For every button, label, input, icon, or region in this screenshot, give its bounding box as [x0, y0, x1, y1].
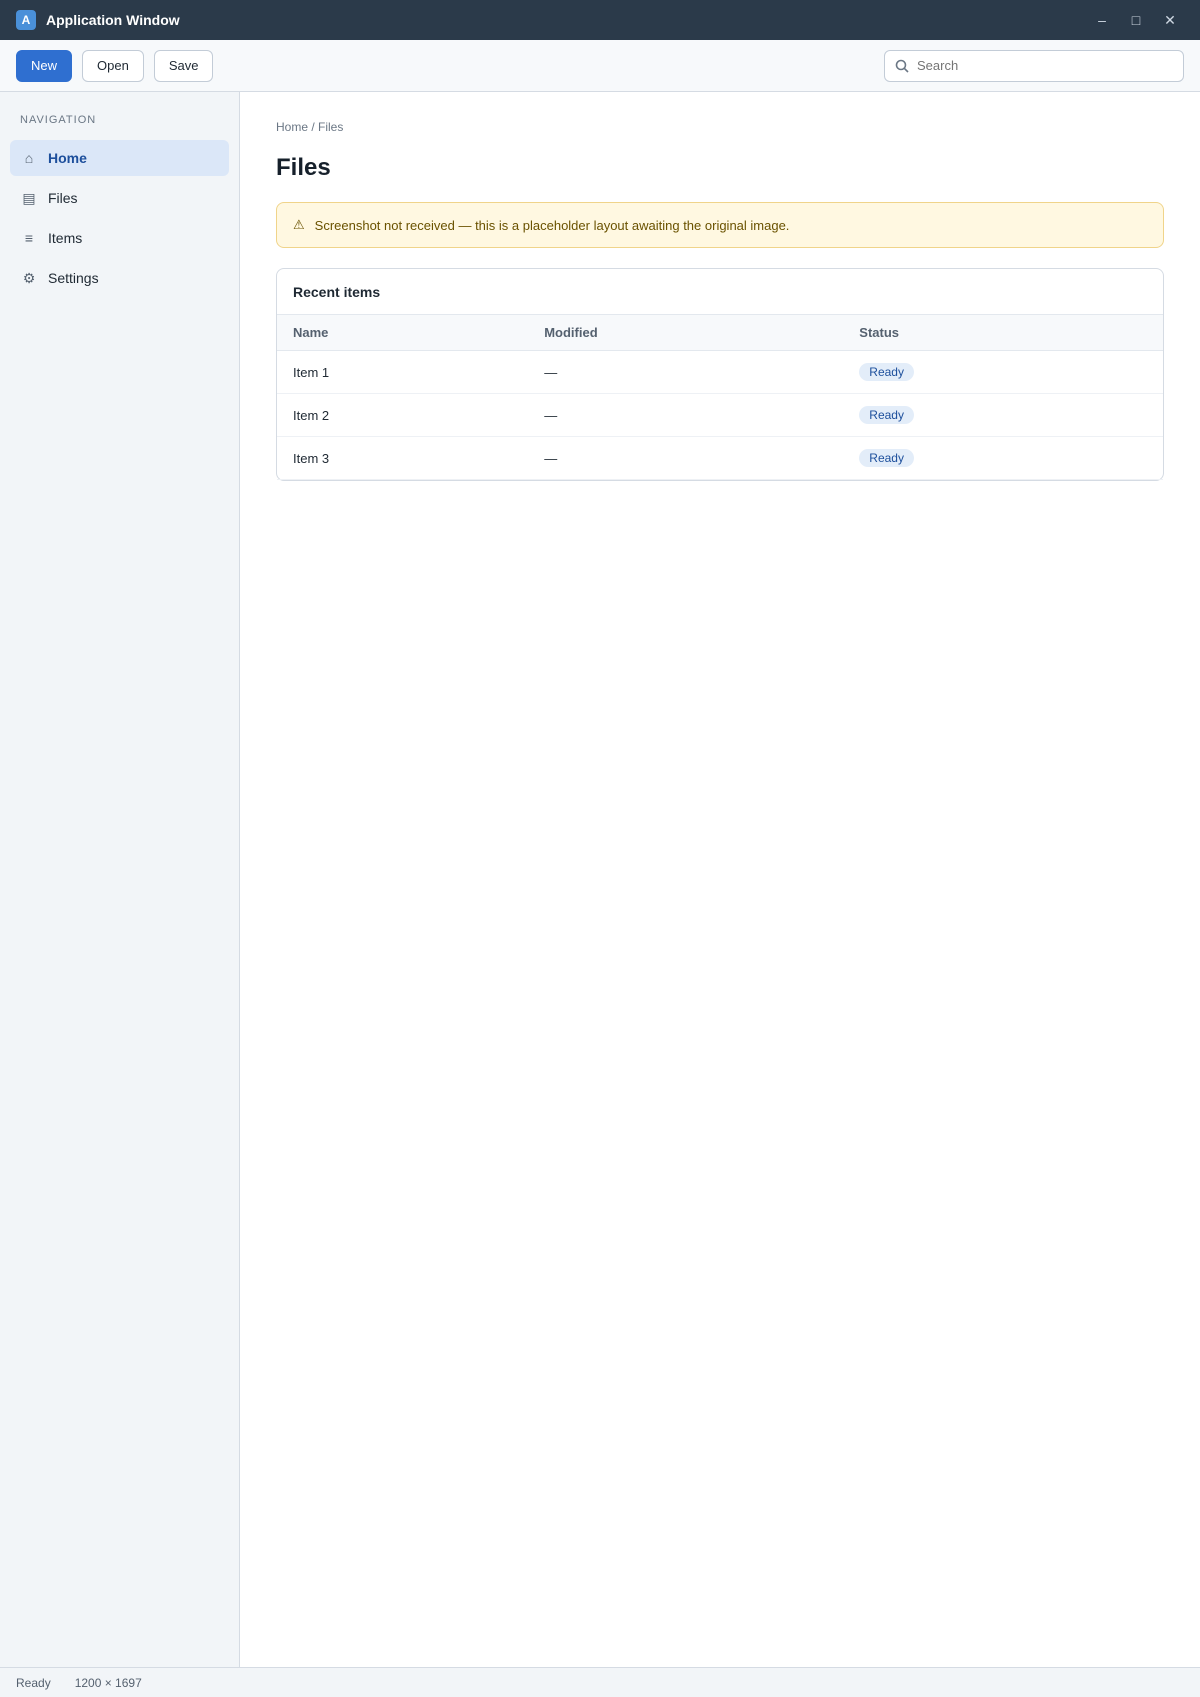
page-title: Files: [276, 154, 331, 181]
card-title: Recent items: [277, 269, 1163, 315]
warning-icon: ⚠: [293, 217, 305, 232]
status-badge: Ready: [859, 449, 914, 467]
open-button[interactable]: Open: [82, 50, 144, 82]
title-bar[interactable]: [0, 0, 1200, 40]
table-row[interactable]: [277, 437, 1163, 480]
notice-text: Screenshot not received — this is a placeholder layout awaiting the original image.: [314, 217, 790, 233]
save-button[interactable]: Save: [154, 50, 214, 82]
cell-name: Item 3: [277, 437, 528, 480]
sidebar-item-settings[interactable]: [10, 260, 229, 296]
status-dimensions: 1200 × 1697: [74, 1675, 142, 1690]
toolbar: [0, 40, 1200, 92]
table-header-row: [277, 315, 1163, 351]
app-icon: A: [16, 10, 36, 30]
sidebar-item-label: Files: [48, 190, 78, 206]
column-header-modified[interactable]: Modified: [528, 315, 843, 351]
status-badge: Ready: [859, 406, 914, 424]
list-icon: ≡: [24, 230, 34, 246]
gear-icon: ⚙: [22, 269, 36, 286]
main-panel: [240, 92, 1200, 1667]
folder-icon: ▤: [22, 189, 36, 206]
minimize-button[interactable]: –: [1098, 12, 1106, 28]
cell-modified: —: [528, 351, 843, 394]
cell-status: [843, 351, 1163, 394]
column-header-status[interactable]: Status: [843, 315, 1163, 351]
status-bar: [0, 1667, 1200, 1697]
window-controls: [1088, 8, 1184, 32]
cell-status: [843, 437, 1163, 480]
sidebar-heading: NAVIGATION: [20, 114, 97, 126]
sidebar-item-label: Settings: [48, 270, 99, 286]
breadcrumb[interactable]: Home / Files: [276, 120, 344, 134]
cell-status: [843, 394, 1163, 437]
search-box[interactable]: [884, 50, 1184, 82]
sidebar: [0, 92, 240, 1667]
status-text: Ready: [16, 1675, 51, 1690]
maximize-button[interactable]: □: [1131, 12, 1141, 28]
cell-name: Item 1: [277, 351, 528, 394]
home-icon: ⌂: [24, 150, 34, 166]
items-card: [276, 268, 1164, 481]
column-header-name[interactable]: Name: [277, 315, 528, 351]
search-input[interactable]: [917, 58, 1173, 73]
content-area: [0, 92, 1200, 1667]
sidebar-item-label: Items: [48, 230, 83, 246]
search-icon: [895, 59, 909, 73]
table-row[interactable]: [277, 351, 1163, 394]
sidebar-item-home[interactable]: [10, 140, 229, 176]
placeholder-notice: [276, 202, 1164, 248]
close-button[interactable]: ✕: [1164, 11, 1176, 28]
cell-name: Item 2: [277, 394, 528, 437]
sidebar-item-items[interactable]: [10, 220, 229, 256]
table-row[interactable]: [277, 394, 1163, 437]
sidebar-item-label: Home: [48, 150, 87, 166]
sidebar-item-files[interactable]: [10, 180, 229, 216]
items-table: [277, 315, 1163, 480]
new-button[interactable]: New: [16, 50, 72, 82]
status-badge: Ready: [859, 363, 914, 381]
cell-modified: —: [528, 437, 843, 480]
cell-modified: —: [528, 394, 843, 437]
window-title: Application Window: [46, 12, 180, 28]
